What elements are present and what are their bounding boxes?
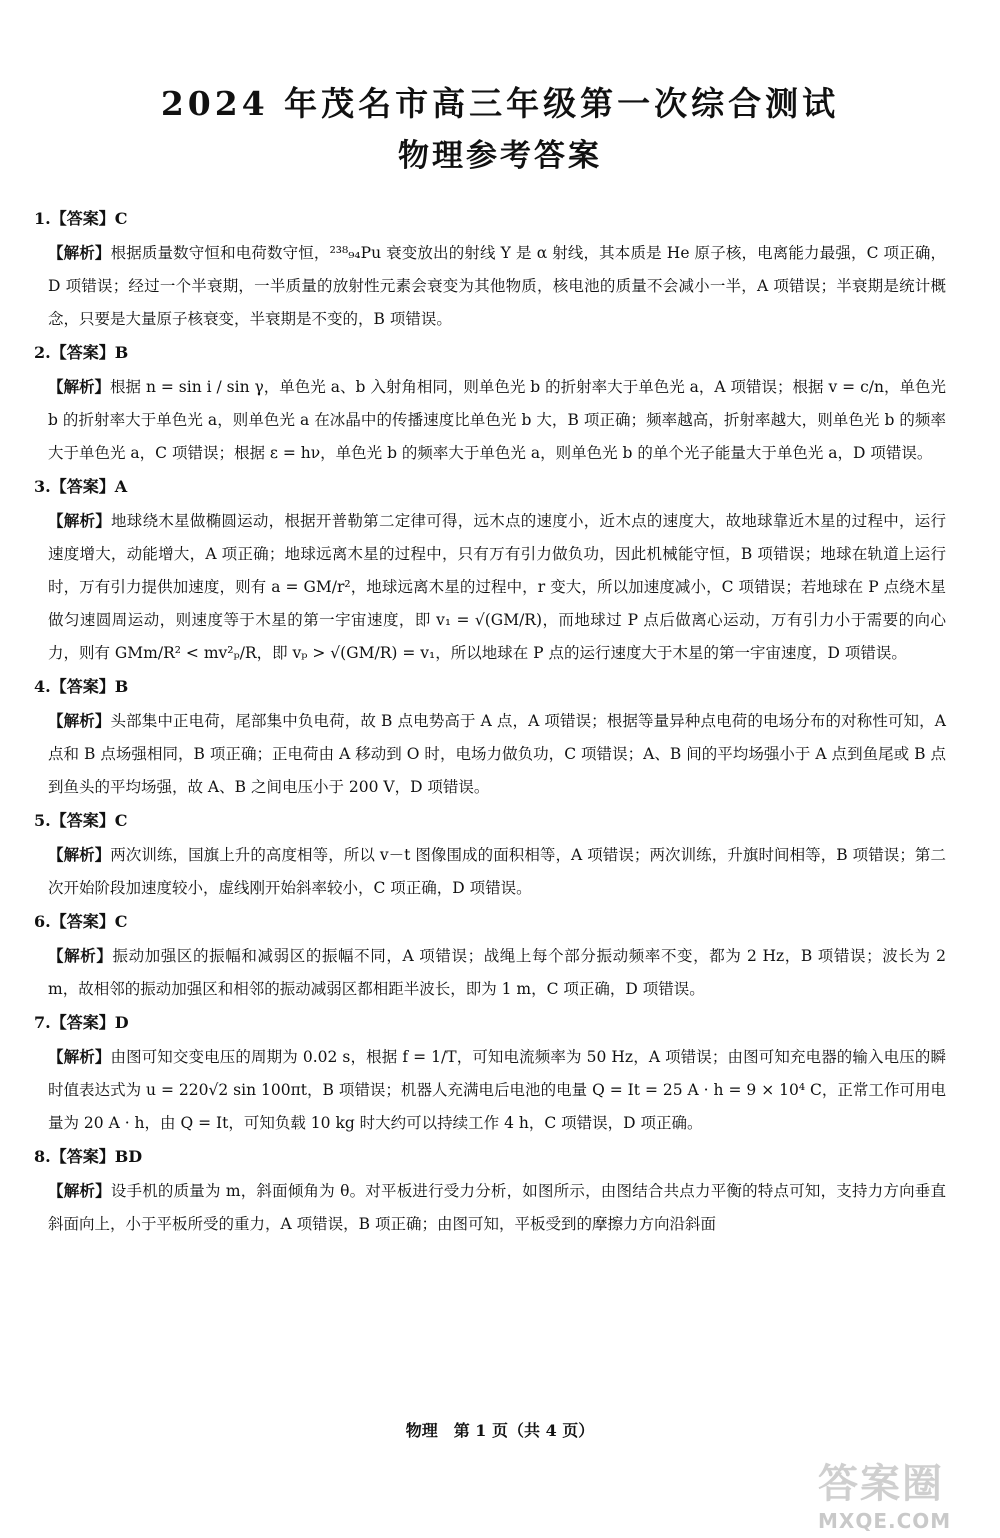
watermark xyxy=(818,1452,978,1533)
analysis-paragraph xyxy=(34,838,946,905)
analysis-paragraph xyxy=(34,504,946,670)
answer-line: 5.【答案】C xyxy=(34,811,128,830)
answer-line: 6.【答案】C xyxy=(34,912,128,931)
analysis-text: 振动加强区的振幅和减弱区的振幅不同，A 项错误；战绳上每个部分振动频率不变，都为 2 Hz，B 项错误；波长为 2 m，故相邻的振动加强区和相邻的振动减弱区都相距半波长，即为 1 m，C 项正确，D 项错误。 xyxy=(48,947,946,998)
page-title: 2024 年茂名市高三年级第一次综合测试 xyxy=(160,84,840,123)
answer-line: 4.【答案】B xyxy=(34,677,129,696)
question-1 xyxy=(34,202,946,336)
question-4 xyxy=(34,670,946,804)
analysis-tag: 【解析】 xyxy=(48,377,111,396)
page-footer: 物理 第 1 页（共 4 页） xyxy=(405,1421,595,1440)
analysis-text: 头部集中正电荷，尾部集中负电荷，故 B 点电势高于 A 点，A 项错误；根据等量异种点电荷的电场分布的对称性可知，A 点和 B 点场强相同，B 项正确；正电荷由 A 移动到 O 时，电场力做负功，C 项错误；A、B 间的平均场强小于 A 点到鱼尾或 B 点到鱼头的平均场强，故 A、B 之间电压小于 200 V，D 项错误。 xyxy=(48,712,946,796)
analysis-paragraph xyxy=(34,370,946,470)
watermark-logo: 答案圈 xyxy=(818,1461,944,1507)
answer-line: 1.【答案】C xyxy=(34,209,128,228)
answer-line: 7.【答案】D xyxy=(34,1013,129,1032)
question-5 xyxy=(34,804,946,905)
answer-line: 2.【答案】B xyxy=(34,343,129,362)
analysis-paragraph xyxy=(34,1040,946,1140)
analysis-tag: 【解析】 xyxy=(48,1047,111,1066)
question-2 xyxy=(34,336,946,470)
question-8 xyxy=(34,1140,946,1241)
analysis-paragraph xyxy=(34,704,946,804)
analysis-tag: 【解析】 xyxy=(48,243,111,262)
analysis-tag: 【解析】 xyxy=(48,845,111,864)
page-subtitle: 物理参考答案 xyxy=(398,138,602,174)
analysis-paragraph xyxy=(34,939,946,1006)
analysis-text: 两次训练，国旗上升的高度相等，所以 v－t 图像围成的面积相等，A 项错误；两次训练，升旗时间相等，B 项错误；第二次开始阶段加速度较小，虚线刚开始斜率较小，C 项正确，D 项错误。 xyxy=(48,846,946,897)
analysis-text: 根据 n = sin i / sin γ，单色光 a、b 入射角相同，则单色光 b 的折射率大于单色光 a，A 项错误；根据 v = c/n，单色光 b 的折射率大于单色光 a，则单色光 a 在冰晶中的传播速度比单色光 b 大，B 项正确；频率越高，折射率越大，则单色光 b 的频率大于单色光 a，C 项错误；根据 ε = hν，单色光 b 的频率大于单色光 a，则单色光 b 的单个光子能量大于单色光 a，D 项错误。 xyxy=(48,378,946,462)
answer-list xyxy=(34,202,946,1241)
analysis-tag: 【解析】 xyxy=(48,1181,111,1200)
question-3 xyxy=(34,470,946,670)
answer-line: 8.【答案】BD xyxy=(34,1147,143,1166)
analysis-tag: 【解析】 xyxy=(48,511,112,530)
question-6 xyxy=(34,905,946,1006)
analysis-text: 根据质量数守恒和电荷数守恒，²³⁸₉₄Pu 衰变放出的射线 Y 是 α 射线，其本质是 He 原子核，电离能力最强，C 项正确，D 项错误；经过一个半衰期，一半质量的放射性元素会衰变为其他物质，核电池的质量不会减小一半，A 项错误；半衰期是统计概念，只要是大量原子核衰变，半衰期是不变的，B 项错误。 xyxy=(48,244,946,328)
analysis-tag: 【解析】 xyxy=(48,711,111,730)
analysis-tag: 【解析】 xyxy=(48,946,113,965)
analysis-text: 设手机的质量为 m，斜面倾角为 θ。对平板进行受力分析，如图所示，由图结合共点力平衡的特点可知，支持力方向垂直斜面向上，小于平板所受的重力，A 项错误，B 项正确；由图可知，平板受到的摩擦力方向沿斜面 xyxy=(48,1182,946,1233)
analysis-text: 地球绕木星做椭圆运动，根据开普勒第二定律可得，远木点的速度小，近木点的速度大，故地球靠近木星的过程中，运行速度增大，动能增大，A 项正确；地球远离木星的过程中，只有万有引力做负功，因此机械能守恒，B 项错误；地球在轨道上运行时，万有引力提供加速度，则有 a = GM/r²，地球远离木星的过程中，r 变大，所以加速度减小，C 项错误；若地球在 P 点绕木星做匀速圆周运动，则速度等于木星的第一宇宙速度，即 v₁ = √(GM/R)，而地球过 P 点后做离心运动，万有引力小于需要的向心力，则有 GMm/R² < mv²ₚ/R，即 vₚ > √(GM/R) = v₁，所以地球在 P 点的运行速度大于木星的第一宇宙速度，D 项错误。 xyxy=(48,512,946,662)
analysis-text: 由图可知交变电压的周期为 0.02 s，根据 f = 1/T，可知电流频率为 50 Hz，A 项错误；由图可知充电器的输入电压的瞬时值表达式为 u = 220√2 sin 100πt，B 项错误；机器人充满电后电池的电量 Q = It = 25 A · h = 9 × 10⁴ C，正常工作可用电量为 20 A · h，由 Q = It，可知负载 10 kg 时大约可以持续工作 4 h，C 项错误，D 项正确。 xyxy=(48,1048,946,1132)
watermark-url: MXQE.COM xyxy=(818,1509,952,1533)
question-7 xyxy=(34,1006,946,1140)
analysis-paragraph xyxy=(34,236,946,336)
analysis-paragraph xyxy=(34,1174,946,1241)
answer-line: 3.【答案】A xyxy=(34,477,128,496)
